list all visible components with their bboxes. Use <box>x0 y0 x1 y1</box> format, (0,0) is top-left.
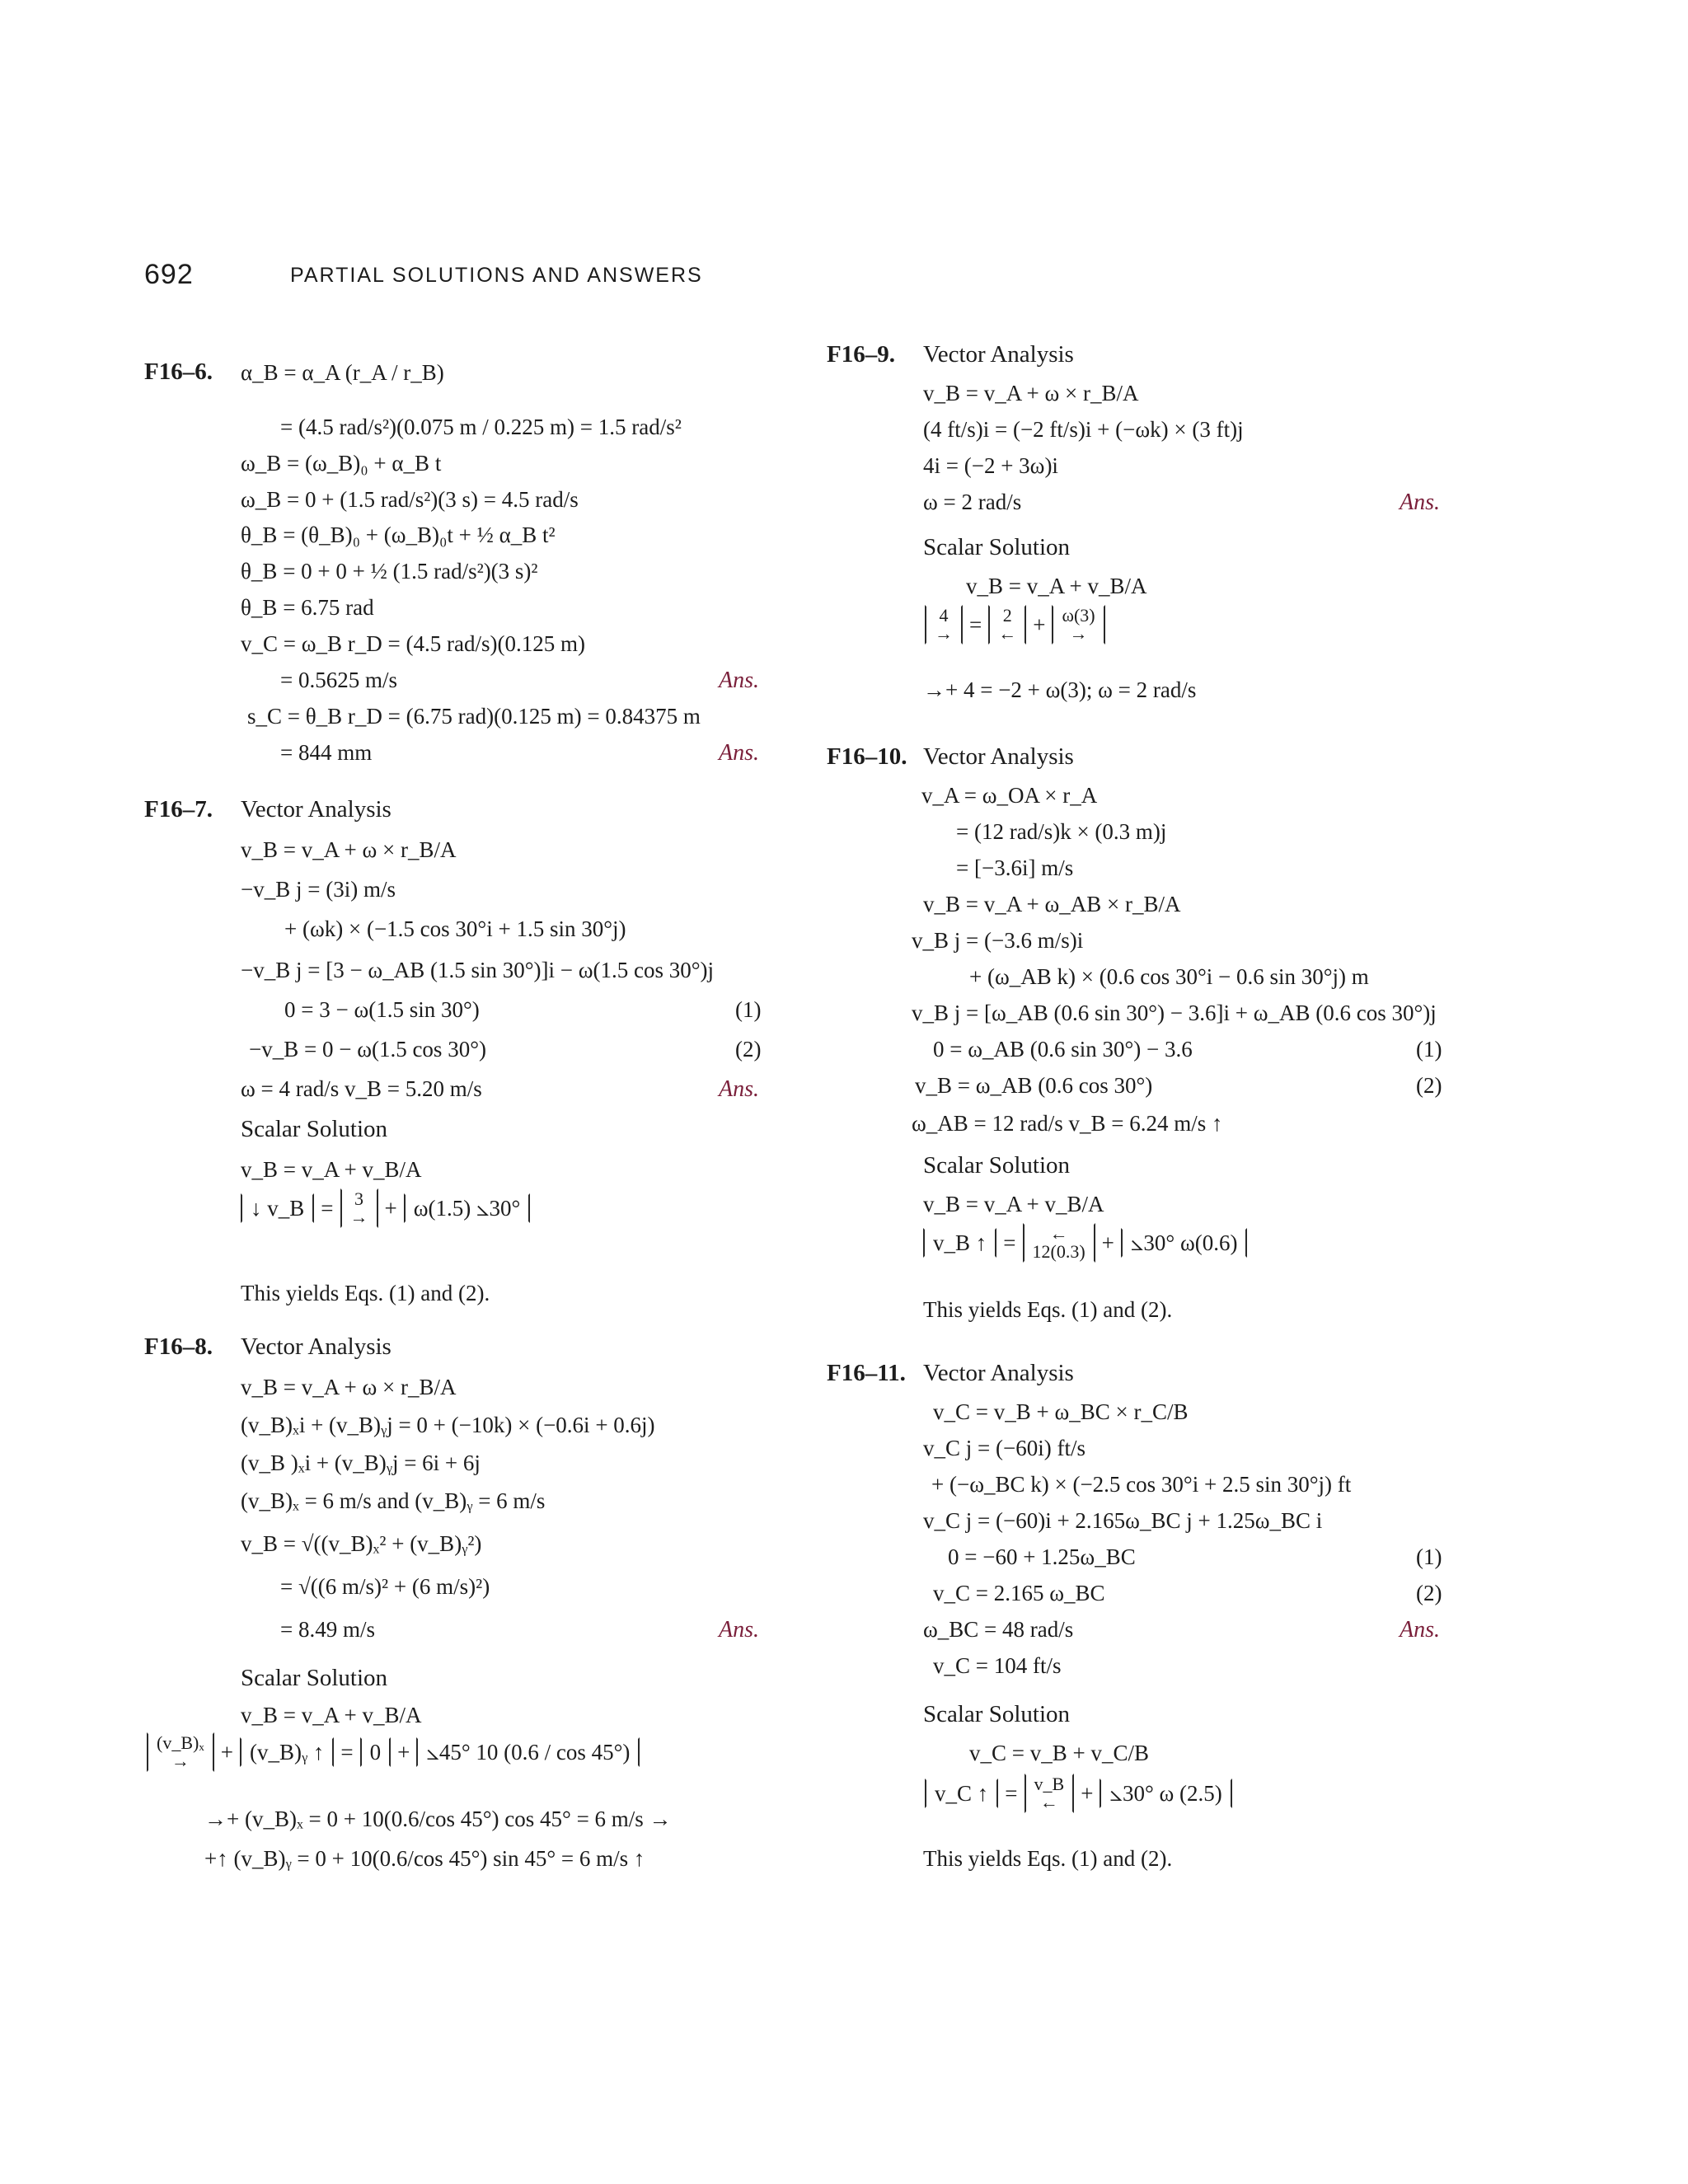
matrix-term: ⦣30° ω (2.5) <box>1100 1779 1231 1808</box>
answer-label: Ans. <box>719 668 759 693</box>
answer-label: Ans. <box>719 1076 759 1102</box>
problem-id: F16–6. <box>144 359 213 385</box>
matrix-term <box>1023 1223 1095 1263</box>
vector-matrix-equation <box>923 1223 1247 1263</box>
equation-line: v_B = v_A + ω × r_B/A <box>241 1375 457 1399</box>
equation-line: ω_B = (ω_B)₀ + α_B t <box>241 451 442 476</box>
equation-line: (4 ft/s)i = (−2 ft/s)i + (−ωk) × (3 ft)j <box>923 417 1244 442</box>
arrow-right-icon: → <box>171 1750 190 1771</box>
arrow-right-icon: → <box>1069 623 1088 644</box>
problem-id: F16–11. <box>827 1360 906 1386</box>
section-title: Vector Analysis <box>923 1360 1074 1386</box>
matrix-term <box>988 605 1026 644</box>
footer-note: This yields Eqs. (1) and (2). <box>241 1281 490 1305</box>
running-header-title: PARTIAL SOLUTIONS AND ANSWERS <box>290 264 703 287</box>
section-title: Vector Analysis <box>241 796 392 823</box>
equation-line: −v_B = 0 − ω(1.5 cos 30°) <box>249 1037 486 1062</box>
section-title: Vector Analysis <box>923 341 1074 368</box>
section-title: Scalar Solution <box>923 1701 1071 1727</box>
operator: + <box>1081 1780 1094 1806</box>
equation-line: + (−ω_BC k) × (−2.5 cos 30°i + 2.5 sin 30°j) ft <box>931 1472 1352 1497</box>
equation-line: v_C = v_B + v_C/B <box>969 1741 1149 1765</box>
arrow-right-icon: → <box>349 1207 368 1227</box>
matrix-value: ω(3) <box>1062 605 1095 626</box>
footer-note: This yields Eqs. (1) and (2). <box>923 1297 1173 1322</box>
equation-line: 0 = 3 − ω(1.5 sin 30°) <box>284 997 480 1022</box>
operator: = <box>1003 1230 1016 1255</box>
vector-matrix-equation <box>925 605 1105 644</box>
equation-line: ω_BC = 48 rad/s <box>923 1617 1074 1642</box>
equation-line: = 844 mm <box>280 740 373 765</box>
equation-line: →+ (v_B)ₓ = 0 + 10(0.6/cos 45°) cos 45° = 6 m/s → <box>204 1807 672 1831</box>
page-number: 692 <box>144 259 194 290</box>
answer-label: Ans. <box>719 1617 759 1643</box>
equation-line: v_C j = (−60i) ft/s <box>923 1436 1085 1460</box>
operator: + <box>384 1195 397 1221</box>
matrix-term: ⦣45° 10 (0.6 / cos 45°) <box>416 1737 640 1767</box>
problem-id: F16–7. <box>144 796 213 823</box>
equation-line: ω = 2 rad/s <box>923 490 1022 514</box>
equation-line: (v_B )ₓi + (v_B)ᵧj = 6i + 6j <box>241 1451 481 1475</box>
equation-line: v_B j = [ω_AB (0.6 sin 30°) − 3.6]i + ω_AB (0.6 cos 30°)j <box>912 1001 1437 1025</box>
equation-line: −v_B j = [3 − ω_AB (1.5 sin 30°)]i − ω(1.5 cos 30°)j <box>241 958 715 982</box>
equation-line: v_C = ω_B r_D = (4.5 rad/s)(0.125 m) <box>241 631 585 656</box>
equation-line: = 0.5625 m/s <box>280 668 397 692</box>
vector-matrix-equation <box>241 1188 530 1228</box>
equation-line: + (ωk) × (−1.5 cos 30°i + 1.5 sin 30°j) <box>284 916 626 941</box>
equation-line: v_B = v_A + ω × r_B/A <box>241 837 457 862</box>
matrix-term: v_B ↑ <box>923 1228 996 1258</box>
operator: + <box>220 1739 233 1765</box>
equation-line: v_B = v_A + v_B/A <box>241 1157 422 1182</box>
equation-line: = √((6 m/s)² + (6 m/s)²) <box>280 1574 490 1599</box>
equation-line: v_B = v_A + ω × r_B/A <box>923 381 1139 405</box>
equation-line: v_C = 104 ft/s <box>933 1653 1062 1678</box>
equation-line: = 8.49 m/s <box>280 1617 375 1642</box>
matrix-term <box>340 1188 378 1228</box>
equation-number: (2) <box>735 1037 762 1062</box>
equation-line: ω_AB = 12 rad/s v_B = 6.24 m/s ↑ <box>912 1111 1223 1136</box>
equation-line: α_B = α_A (r_A / r_B) <box>241 360 444 385</box>
equation-line: −v_B j = (3i) m/s <box>241 877 396 902</box>
operator: + <box>1033 612 1046 637</box>
equation-line: v_C j = (−60)i + 2.165ω_BC j + 1.25ω_BC i <box>923 1508 1323 1533</box>
operator: = <box>340 1739 354 1765</box>
matrix-value: 4 <box>939 605 949 626</box>
equation-line: (v_B)ₓi + (v_B)ᵧj = 0 + (−10k) × (−0.6i + 0.6j) <box>241 1413 655 1437</box>
arrow-left-icon: ← <box>1049 1223 1068 1244</box>
operator: = <box>969 612 982 637</box>
equation-number: (1) <box>1416 1544 1442 1569</box>
matrix-term <box>147 1732 214 1772</box>
matrix-term: v_C ↑ <box>925 1779 998 1808</box>
matrix-value: 3 <box>354 1188 363 1209</box>
equation-line: v_C = v_B + ω_BC × r_C/B <box>933 1399 1189 1424</box>
equation-line: = (4.5 rad/s²)(0.075 m / 0.225 m) = 1.5 rad/s² <box>280 415 682 439</box>
equation-line: ω = 4 rad/s v_B = 5.20 m/s <box>241 1076 482 1101</box>
equation-line: ω_B = 0 + (1.5 rad/s²)(3 s) = 4.5 rad/s <box>241 487 579 512</box>
operator: + <box>397 1739 410 1765</box>
equation-line: v_B = √((v_B)ₓ² + (v_B)ᵧ²) <box>241 1531 482 1556</box>
vector-matrix-equation <box>147 1732 640 1772</box>
matrix-term: 0 <box>360 1737 392 1767</box>
problem-id: F16–8. <box>144 1333 213 1360</box>
equation-line: v_A = ω_OA × r_A <box>921 783 1098 808</box>
equation-number: (2) <box>1416 1073 1442 1098</box>
matrix-term: ⦣30° ω(0.6) <box>1121 1228 1248 1258</box>
answer-label: Ans. <box>1400 1617 1440 1643</box>
matrix-value: (v_B)ₓ <box>157 1732 204 1753</box>
answer-label: Ans. <box>1400 490 1440 515</box>
equation-line: v_B = ω_AB (0.6 cos 30°) <box>915 1073 1153 1098</box>
matrix-term <box>925 605 963 644</box>
matrix-value: v_B <box>1034 1774 1065 1794</box>
matrix-term: ω(1.5) ⦣30° <box>404 1193 531 1223</box>
matrix-term: (v_B)ᵧ ↑ <box>240 1737 334 1767</box>
section-title: Scalar Solution <box>241 1665 388 1691</box>
equation-line: 0 = ω_AB (0.6 sin 30°) − 3.6 <box>933 1037 1193 1062</box>
footer-note: This yields Eqs. (1) and (2). <box>923 1846 1173 1871</box>
equation-line: v_B = v_A + v_B/A <box>241 1703 422 1727</box>
problem-id: F16–10. <box>827 743 907 770</box>
equation-line: θ_B = (θ_B)₀ + (ω_B)₀t + ½ α_B t² <box>241 523 556 547</box>
matrix-value: 2 <box>1002 605 1012 626</box>
equation-line: + (ω_AB k) × (0.6 cos 30°i − 0.6 sin 30°j) m <box>969 964 1369 989</box>
equation-number: (2) <box>1416 1581 1442 1605</box>
section-title: Vector Analysis <box>923 743 1074 770</box>
operator: = <box>1005 1780 1018 1806</box>
equation-line: →+ 4 = −2 + ω(3); ω = 2 rad/s <box>923 677 1197 702</box>
matrix-term <box>1052 605 1104 644</box>
section-title: Vector Analysis <box>241 1333 392 1360</box>
equation-line: v_B = v_A + ω_AB × r_B/A <box>923 892 1181 916</box>
equation-line: v_B = v_A + v_B/A <box>923 1192 1104 1216</box>
equation-line: 0 = −60 + 1.25ω_BC <box>948 1544 1136 1569</box>
section-title: Scalar Solution <box>923 534 1071 560</box>
equation-number: (1) <box>735 997 762 1022</box>
answer-label: Ans. <box>719 740 759 766</box>
equation-line: v_C = 2.165 ω_BC <box>933 1581 1105 1605</box>
equation-line: 4i = (−2 + 3ω)i <box>923 453 1058 478</box>
section-title: Scalar Solution <box>241 1116 388 1142</box>
equation-line: θ_B = 6.75 rad <box>241 595 374 620</box>
vector-matrix-equation <box>925 1774 1232 1813</box>
operator: + <box>1101 1230 1114 1255</box>
equation-line: = [−3.6i] m/s <box>956 855 1074 880</box>
equation-line: v_B = v_A + v_B/A <box>966 574 1147 598</box>
section-title: Scalar Solution <box>923 1152 1071 1179</box>
arrow-left-icon: ← <box>1039 1792 1058 1812</box>
equation-line: +↑ (v_B)ᵧ = 0 + 10(0.6/cos 45°) sin 45° = 6 m/s ↑ <box>204 1846 645 1871</box>
equation-number: (1) <box>1416 1037 1442 1062</box>
equation-line: (v_B)ₓ = 6 m/s and (v_B)ᵧ = 6 m/s <box>241 1488 546 1513</box>
arrow-right-icon: → <box>935 623 953 644</box>
equation-line: v_B j = (−3.6 m/s)i <box>912 928 1084 953</box>
equation-line: s_C = θ_B r_D = (6.75 rad)(0.125 m) = 0.84375 m <box>247 704 701 729</box>
matrix-value: 12(0.3) <box>1032 1241 1085 1262</box>
matrix-term: ↓ v_B <box>241 1193 314 1223</box>
equation-line: θ_B = 0 + 0 + ½ (1.5 rad/s²)(3 s)² <box>241 559 538 583</box>
arrow-left-icon: ← <box>998 623 1017 644</box>
problem-id: F16–9. <box>827 341 895 368</box>
equation-line: = (12 rad/s)k × (0.3 m)j <box>956 819 1167 844</box>
matrix-term <box>1025 1774 1075 1813</box>
operator: = <box>321 1195 334 1221</box>
